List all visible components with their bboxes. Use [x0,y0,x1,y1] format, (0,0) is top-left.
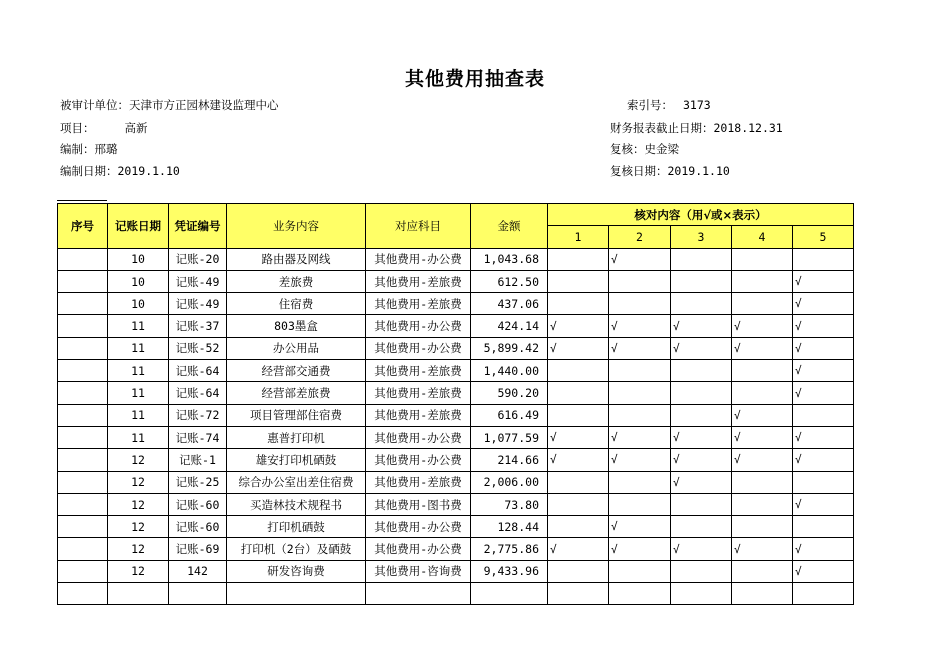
cell-check-1 [548,360,609,382]
cell-check-2: √ [609,248,671,270]
cell-check-1 [548,493,609,515]
auditee-label: 被审计单位： [60,98,129,112]
cell-account: 其他费用-差旅费 [366,382,471,404]
cell-check-4 [732,382,793,404]
index-label: 索引号： [627,98,673,112]
cell-check-5: √ [793,270,854,292]
cell-content: 住宿费 [227,293,366,315]
cell-check-4: √ [732,404,793,426]
cell-content: 买造林技术规程书 [227,493,366,515]
table-row [58,315,854,337]
table-row [58,493,854,515]
cell-check-1: √ [548,315,609,337]
col-header-amount: 金额 [471,204,548,249]
col-header-check-group: 核对内容（用√或×表示） [548,204,854,226]
cell-check-2 [609,560,671,582]
table-row [58,270,854,292]
cell-content: 打印机（2台）及硒鼓 [227,538,366,560]
reviewer-label: 复核： [610,142,645,156]
preparer-label: 编制： [60,142,95,156]
cell-voucher: 记账-49 [169,293,227,315]
cell-check-5 [793,516,854,538]
cell-check-1: √ [548,538,609,560]
expense-audit-table [57,203,854,605]
cell-seq [58,293,108,315]
cell-seq [58,516,108,538]
cell-voucher: 142 [169,560,227,582]
cell-seq [58,449,108,471]
cell-voucher: 记账-20 [169,248,227,270]
cell-check-2 [609,360,671,382]
cell-date: 12 [108,471,169,493]
review-date-value: 2019.1.10 [667,164,730,178]
cell-check-2 [609,493,671,515]
cell-check-5: √ [793,493,854,515]
cell-account: 其他费用-差旅费 [366,404,471,426]
cell-content: 综合办公室出差住宿费 [227,471,366,493]
cell-check-1 [548,560,609,582]
cell-amount [471,583,548,605]
cell-check-4 [732,270,793,292]
cell-date: 11 [108,337,169,359]
cell-check-1 [548,471,609,493]
table-row [58,560,854,582]
cell-date: 10 [108,270,169,292]
cell-check-5: √ [793,337,854,359]
review-date-label: 复核日期： [610,164,668,178]
table-row [58,516,854,538]
project-line [60,120,148,136]
cell-check-3: √ [671,337,732,359]
cell-check-1 [548,382,609,404]
cell-check-3 [671,270,732,292]
cell-voucher: 记账-64 [169,360,227,382]
cell-check-2: √ [609,449,671,471]
cell-content: 惠普打印机 [227,426,366,448]
col-header-check-4: 4 [732,226,793,248]
cell-voucher: 记账-69 [169,538,227,560]
reviewer-line [610,141,679,157]
cell-check-5 [793,248,854,270]
cell-account: 其他费用-办公费 [366,315,471,337]
cell-seq [58,426,108,448]
cell-check-1 [548,516,609,538]
cell-seq [58,270,108,292]
cell-check-2: √ [609,516,671,538]
cell-seq [58,315,108,337]
cell-amount: 214.66 [471,449,548,471]
cell-date [108,583,169,605]
cell-check-5 [793,404,854,426]
cell-check-5: √ [793,560,854,582]
cell-check-4 [732,493,793,515]
cell-seq [58,583,108,605]
report-date-value: 2018.12.31 [713,121,783,135]
cell-amount: 73.80 [471,493,548,515]
cell-date: 12 [108,493,169,515]
cell-account: 其他费用-差旅费 [366,360,471,382]
cell-voucher: 记账-60 [169,516,227,538]
divider [57,200,107,201]
cell-content: 研发咨询费 [227,560,366,582]
table-row [58,583,854,605]
cell-content: 差旅费 [227,270,366,292]
cell-account: 其他费用-办公费 [366,538,471,560]
index-line [627,97,711,113]
cell-content [227,583,366,605]
cell-voucher: 记账-1 [169,449,227,471]
cell-check-1 [548,583,609,605]
cell-amount: 424.14 [471,315,548,337]
cell-seq [58,404,108,426]
cell-check-5: √ [793,293,854,315]
review-date-line [610,163,730,179]
cell-date: 11 [108,426,169,448]
cell-check-3 [671,382,732,404]
cell-account: 其他费用-办公费 [366,449,471,471]
table-row [58,471,854,493]
cell-account: 其他费用-办公费 [366,337,471,359]
col-header-check-2: 2 [609,226,671,248]
cell-seq [58,538,108,560]
cell-seq [58,493,108,515]
cell-date: 10 [108,248,169,270]
cell-date: 11 [108,404,169,426]
cell-check-2 [609,293,671,315]
cell-content: 雄安打印机硒鼓 [227,449,366,471]
cell-check-3 [671,404,732,426]
table-row [58,293,854,315]
cell-check-3: √ [671,315,732,337]
cell-check-3 [671,248,732,270]
cell-check-4 [732,560,793,582]
cell-amount: 616.49 [471,404,548,426]
cell-date: 11 [108,360,169,382]
cell-content: 办公用品 [227,337,366,359]
cell-check-4: √ [732,538,793,560]
cell-check-1: √ [548,337,609,359]
prep-date-line [60,163,180,179]
cell-content: 经营部差旅费 [227,382,366,404]
col-header-content: 业务内容 [227,204,366,249]
cell-check-4: √ [732,449,793,471]
cell-check-1 [548,404,609,426]
cell-date: 11 [108,315,169,337]
cell-seq [58,560,108,582]
cell-check-1: √ [548,449,609,471]
cell-check-3: √ [671,538,732,560]
cell-seq [58,360,108,382]
cell-check-5: √ [793,426,854,448]
cell-check-2: √ [609,538,671,560]
preparer-line [60,141,118,157]
cell-check-1 [548,248,609,270]
col-header-account: 对应科目 [366,204,471,249]
cell-check-4 [732,360,793,382]
cell-content: 803墨盒 [227,315,366,337]
table-row [58,337,854,359]
cell-check-5: √ [793,360,854,382]
cell-voucher: 记账-37 [169,315,227,337]
cell-voucher: 记账-60 [169,493,227,515]
cell-seq [58,248,108,270]
cell-check-5: √ [793,382,854,404]
table-row [58,538,854,560]
cell-voucher: 记账-72 [169,404,227,426]
cell-date: 12 [108,516,169,538]
prep-date-label: 编制日期： [60,164,118,178]
preparer-value: 邢璐 [94,142,118,156]
auditee-value: 天津市方正园林建设监理中心 [129,98,279,112]
cell-date: 10 [108,293,169,315]
cell-account: 其他费用-咨询费 [366,560,471,582]
reviewer-value: 史金梁 [644,142,679,156]
cell-check-4: √ [732,337,793,359]
col-header-check-5: 5 [793,226,854,248]
cell-account: 其他费用-差旅费 [366,471,471,493]
project-label: 项目： [60,121,95,135]
cell-voucher: 记账-49 [169,270,227,292]
cell-amount: 2,006.00 [471,471,548,493]
cell-check-3 [671,560,732,582]
table-row [58,248,854,270]
cell-account: 其他费用-办公费 [366,516,471,538]
cell-account: 其他费用-办公费 [366,248,471,270]
col-header-date: 记账日期 [108,204,169,249]
col-header-check-3: 3 [671,226,732,248]
cell-date: 11 [108,382,169,404]
cell-check-2: √ [609,426,671,448]
cell-amount: 612.50 [471,270,548,292]
cell-amount: 1,043.68 [471,248,548,270]
cell-check-2 [609,471,671,493]
table-row [58,360,854,382]
cell-check-2 [609,583,671,605]
cell-seq [58,337,108,359]
cell-amount: 5,899.42 [471,337,548,359]
cell-check-2 [609,270,671,292]
cell-check-1 [548,270,609,292]
cell-check-4: √ [732,426,793,448]
cell-check-2: √ [609,337,671,359]
cell-content: 打印机硒鼓 [227,516,366,538]
cell-voucher [169,583,227,605]
project-value: 高新 [124,121,148,135]
cell-check-3 [671,493,732,515]
cell-amount: 128.44 [471,516,548,538]
table-row [58,382,854,404]
cell-check-3 [671,360,732,382]
cell-account [366,583,471,605]
cell-voucher: 记账-64 [169,382,227,404]
cell-check-2 [609,382,671,404]
cell-amount: 9,433.96 [471,560,548,582]
prep-date-value: 2019.1.10 [117,164,180,178]
cell-check-3: √ [671,471,732,493]
cell-check-4 [732,293,793,315]
cell-amount: 590.20 [471,382,548,404]
cell-voucher: 记账-52 [169,337,227,359]
page-title: 其他费用抽查表 [404,68,545,90]
cell-content: 经营部交通费 [227,360,366,382]
index-value: 3173 [683,98,711,112]
cell-check-3: √ [671,426,732,448]
cell-voucher: 记账-25 [169,471,227,493]
cell-check-4 [732,516,793,538]
cell-check-5 [793,583,854,605]
cell-check-5 [793,471,854,493]
report-date-label: 财务报表截止日期： [610,121,714,135]
cell-check-5: √ [793,449,854,471]
col-header-voucher: 凭证编号 [169,204,227,249]
cell-date: 12 [108,449,169,471]
cell-check-3: √ [671,449,732,471]
cell-content: 项目管理部住宿费 [227,404,366,426]
cell-date: 12 [108,560,169,582]
cell-content: 路由器及网线 [227,248,366,270]
cell-check-2 [609,404,671,426]
cell-check-1: √ [548,426,609,448]
cell-check-4 [732,583,793,605]
cell-check-4 [732,248,793,270]
table-row [58,426,854,448]
cell-account: 其他费用-办公费 [366,426,471,448]
table-row [58,404,854,426]
cell-amount: 437.06 [471,293,548,315]
cell-check-3 [671,293,732,315]
cell-voucher: 记账-74 [169,426,227,448]
auditee-line [60,97,279,113]
col-header-check-1: 1 [548,226,609,248]
cell-check-5: √ [793,538,854,560]
cell-check-4: √ [732,315,793,337]
cell-amount: 1,077.59 [471,426,548,448]
report-date-line [610,120,783,136]
cell-amount: 1,440.00 [471,360,548,382]
cell-amount: 2,775.86 [471,538,548,560]
cell-seq [58,471,108,493]
cell-check-5: √ [793,315,854,337]
cell-seq [58,382,108,404]
cell-account: 其他费用-差旅费 [366,293,471,315]
cell-check-3 [671,583,732,605]
cell-check-2: √ [609,315,671,337]
cell-check-4 [732,471,793,493]
cell-account: 其他费用-差旅费 [366,270,471,292]
cell-check-1 [548,293,609,315]
table-row [58,449,854,471]
cell-check-3 [671,516,732,538]
cell-date: 12 [108,538,169,560]
col-header-seq: 序号 [58,204,108,249]
cell-account: 其他费用-图书费 [366,493,471,515]
